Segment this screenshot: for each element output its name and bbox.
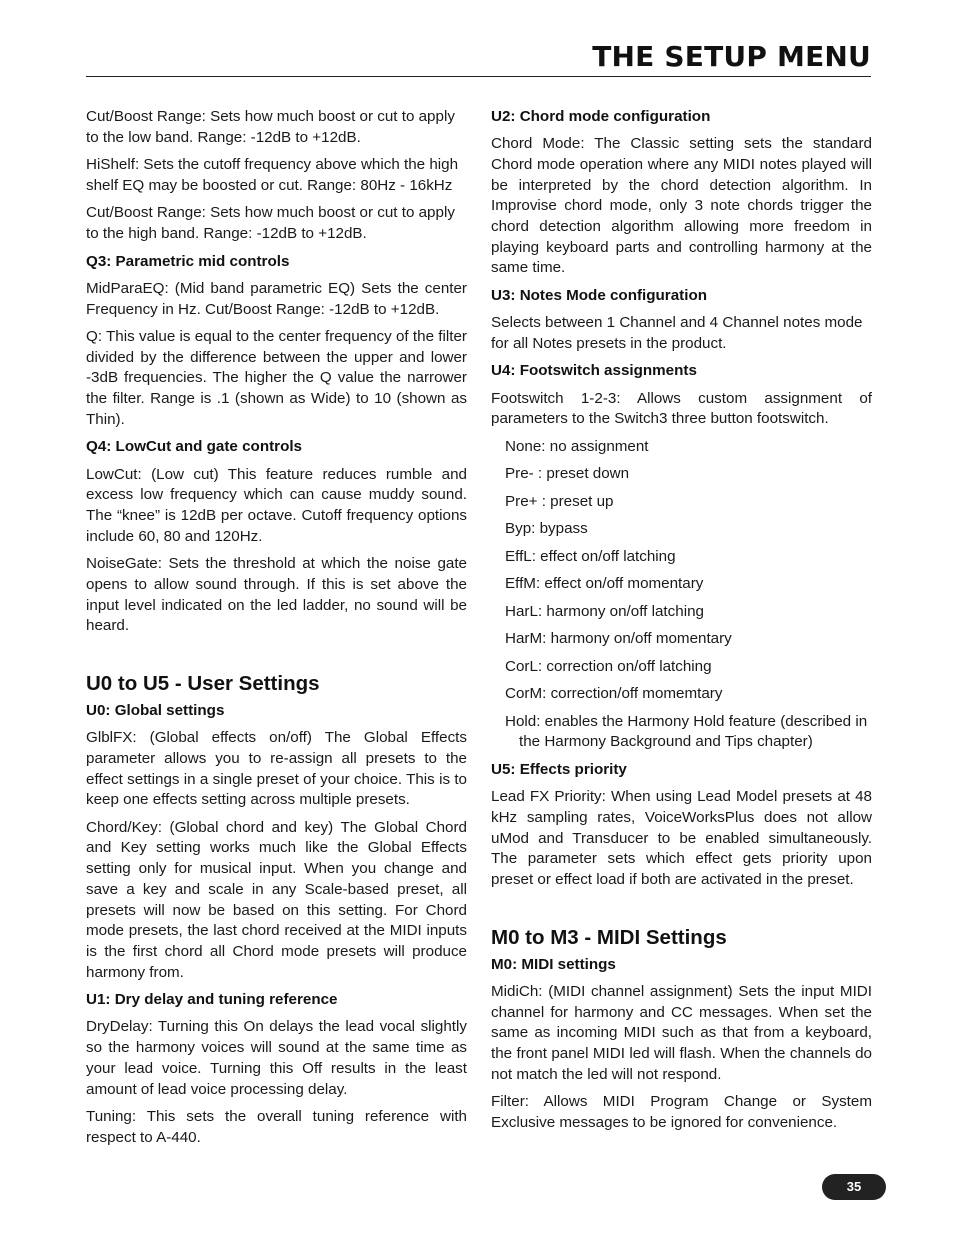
paragraph-filter: Filter: Allows MIDI Program Change or System Exclusive messages to be ignored for convenience. xyxy=(491,1093,872,1131)
paragraph-lowcut: LowCut: (Low cut) This feature reduces rumble and excess low frequency which can cause muddy sound. The “knee” is 12dB per octave. Cutoff frequency options include 60, 80 and 120Hz. xyxy=(86,465,467,545)
list-item: EffL: effect on/off latching xyxy=(505,547,676,565)
left-column xyxy=(86,107,467,1155)
paragraph-high-cut-boost: Cut/Boost Range: Sets how much boost or cut to apply to the high band. Range: -12dB to +12dB. xyxy=(86,204,455,243)
list-item: None: no assignment xyxy=(505,437,649,455)
paragraph-glblfx: GlblFX: (Global effects on/off) The Global Effects parameter allows you to re-assign all presets to the effect settings in a single preset of your choice. This is to keep one effects setting across multiple presets. xyxy=(86,729,467,809)
list-item: Pre+ : preset up xyxy=(505,492,614,510)
paragraph-drydelay: DryDelay: Turning this On delays the lead vocal slightly so the harmony voices will sound at the same time as your lead voice. Turning this Off results in the least amount of lead voice processing delay. xyxy=(86,1018,467,1098)
paragraph-hishelf: HiShelf: Sets the cutoff frequency above which the high shelf EQ may be boosted or cut. Range: 80Hz - 16kHz xyxy=(86,156,459,194)
list-item: Pre- : preset down xyxy=(505,465,630,483)
heading-u4: U4: Footswitch assignments xyxy=(491,362,697,380)
paragraph-footswitch: Footswitch 1-2-3: Allows custom assignment of parameters to the Switch3 three button footswitch. xyxy=(491,389,872,428)
list-item: Byp: bypass xyxy=(505,520,588,538)
paragraph-notes-mode: Selects between 1 Channel and 4 Channel notes mode for all Notes presets in the product. xyxy=(491,314,863,352)
heading-u1: U1: Dry delay and tuning reference xyxy=(86,991,338,1009)
list-item: HarL: harmony on/off latching xyxy=(505,602,704,620)
heading-u5: U5: Effects priority xyxy=(491,760,627,778)
section-title-midi-settings: M0 to M3 - MIDI Settings xyxy=(491,925,727,949)
heading-u0: U0: Global settings xyxy=(86,701,225,719)
page-title: THE SETUP MENU xyxy=(592,40,871,73)
list-item: CorL: correction on/off latching xyxy=(505,657,712,675)
heading-u2: U2: Chord mode configuration xyxy=(491,108,711,125)
list-item: CorM: correction/off momemtary xyxy=(505,685,723,703)
paragraph-chord-key: Chord/Key: (Global chord and key) The Global Chord and Key setting works much like the Global Effects setting only for musical input. When you change and save a key and scale in any Scale-based preset, all presets will now be based on this setting. For Chord mode presets, the last chord received at the MIDI inputs is the first chord all Chord mode presets will produce harmony from. xyxy=(86,818,467,981)
list-item: EffM: effect on/off momentary xyxy=(505,575,704,593)
heading-q4: Q4: LowCut and gate controls xyxy=(86,438,303,456)
list-item: Hold: enables the Harmony Hold feature (described in the Harmony Background and Tips chapter) xyxy=(505,712,868,751)
paragraph-lead-fx-priority: Lead FX Priority: When using Lead Model presets at 48 kHz sampling rates, VoiceWorksPlus does not allow uMod and Transducer to be enabled simultaneously. The parameter sets which effect gets priority upon preset or effect load if both are activated in the preset. xyxy=(491,788,872,888)
heading-u3: U3: Notes Mode configuration xyxy=(491,286,707,304)
paragraph-low-cut-boost: Cut/Boost Range: Sets how much boost or cut to apply to the low band. Range: -12dB to +12dB. xyxy=(86,108,455,146)
title-divider xyxy=(86,76,871,77)
page-number-badge: 35 xyxy=(822,1174,886,1200)
paragraph-noisegate: NoiseGate: Sets the threshold at which the noise gate opens to allow sound through. If this is set above the input level indicated on the led ladder, no sound will be heard. xyxy=(86,555,467,635)
heading-m0: M0: MIDI settings xyxy=(491,955,616,973)
paragraph-midich: MidiCh: (MIDI channel assignment) Sets the input MIDI channel for harmony and CC messages. When set the same as incoming MIDI such as that from a keyboard, the front panel MIDI led will flash. When the channels do not match the led will not respond. xyxy=(491,982,872,1083)
heading-q3: Q3: Parametric mid controls xyxy=(86,252,290,270)
section-title-user-settings: U0 to U5 - User Settings xyxy=(86,671,320,695)
paragraph-tuning: Tuning: This sets the overall tuning reference with respect to A-440. xyxy=(86,1108,467,1146)
list-item: HarM: harmony on/off momentary xyxy=(505,630,732,648)
footswitch-options-list xyxy=(491,437,872,753)
paragraph-q-value: Q: This value is equal to the center frequency of the filter divided by the difference between the upper and lower -3dB frequencies. The higher the Q value the narrower the filter. Range is .1 (shown as Wide) to 10 (shown as Thin). xyxy=(86,328,467,428)
right-column xyxy=(491,107,872,1140)
paragraph-chord-mode: Chord Mode: The Classic setting sets the standard Chord mode operation where any MIDI notes played will be interpreted by the chord detection algorithm. In Improvise chord mode, only 3 note chords trigger the chord detection algorithm allowing more freedom in playing keyboard parts and controlling harmony at the same time. xyxy=(491,135,872,277)
paragraph-midparaeq: MidParaEQ: (Mid band parametric EQ) Sets the center Frequency in Hz. Cut/Boost Range: -12dB to +12dB. xyxy=(86,279,467,318)
